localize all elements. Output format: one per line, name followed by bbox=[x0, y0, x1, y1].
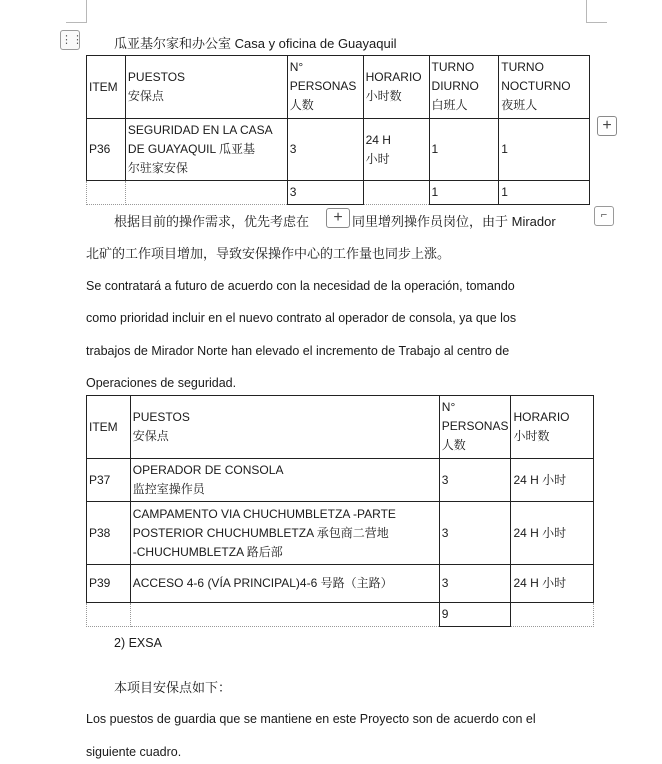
paragraph-es-line1: Se contratará a futuro de acuerdo con la necesidad de la operación, tomando bbox=[86, 279, 515, 293]
table2-cell-personas: 3 bbox=[439, 502, 511, 565]
table2-cell-puesto: OPERADOR DE CONSOLA 监控室操作员 bbox=[130, 459, 439, 502]
table-guayaquil bbox=[86, 55, 590, 205]
table-puestos-mirador bbox=[86, 395, 594, 627]
table1-cell-diurno: 1 bbox=[429, 119, 499, 181]
add-row-plus-icon[interactable]: + bbox=[326, 208, 350, 228]
table2-header-horario: HORARIO 小时数 bbox=[511, 396, 594, 459]
table-row bbox=[87, 119, 590, 181]
table2-cell-item: P38 bbox=[87, 502, 131, 565]
table1-header-horario: HORARIO 小时数 bbox=[363, 56, 429, 119]
table2-cell-puesto: ACCESO 4-6 (VÍA PRINCIPAL)4-6 号路（主路） bbox=[130, 565, 439, 603]
table1-header-diurno: TURNO DIURNO 白班人 bbox=[429, 56, 499, 119]
table1-total-diurno: 1 bbox=[429, 181, 499, 205]
table2-header-personas: N° PERSONAS 人数 bbox=[439, 396, 511, 459]
table-row bbox=[87, 502, 594, 565]
table-row bbox=[87, 565, 594, 603]
table-move-handle-icon[interactable]: ⋮⋮ bbox=[60, 30, 80, 50]
table2-total-empty bbox=[511, 603, 594, 627]
table1-cell-nocturno: 1 bbox=[499, 119, 590, 181]
add-column-plus-icon[interactable]: + bbox=[597, 116, 617, 136]
table1-total-nocturno: 1 bbox=[499, 181, 590, 205]
table2-cell-personas: 3 bbox=[439, 459, 511, 502]
paragraph-cn-puestos: 本项目安保点如下： bbox=[114, 680, 232, 695]
table2-header-puestos: PUESTOS 安保点 bbox=[130, 396, 439, 459]
table1-cell-puesto: SEGURIDAD EN LA CASA DE GUAYAQUIL 瓜亚基 尔驻家安保 bbox=[125, 119, 287, 181]
table2-cell-horario: 24 H 小时 bbox=[511, 459, 594, 502]
table1-header-item: ITEM bbox=[87, 56, 126, 119]
table2-header-item: ITEM bbox=[87, 396, 131, 459]
table1-total-empty bbox=[87, 181, 126, 205]
table1-cell-item: P36 bbox=[87, 119, 126, 181]
paragraph-es-line4: Operaciones de seguridad. bbox=[86, 376, 237, 390]
table2-total-empty bbox=[130, 603, 439, 627]
heading-guayaquil: 瓜亚基尔家和办公室 Casa y oficina de Guayaquil bbox=[114, 36, 397, 51]
paragraph-es-line2: como prioridad incluir en el nuevo contrato al operador de consola, ya que los bbox=[86, 311, 517, 325]
table2-cell-item: P37 bbox=[87, 459, 131, 502]
paragraph-es2-line2: siguiente cuadro. bbox=[86, 745, 182, 759]
table-resize-icon[interactable]: ⌐ bbox=[594, 206, 614, 226]
table2-cell-personas: 3 bbox=[439, 565, 511, 603]
table2-total-row bbox=[87, 603, 594, 627]
table1-header-personas: N° PERSONAS 人数 bbox=[287, 56, 363, 119]
table2-cell-puesto: CAMPAMENTO VIA CHUCHUMBLETZA -PARTE POSTERIOR CHUCHUMBLETZA 承包商二营地 -CHUCHUMBLETZA 路后部 bbox=[130, 502, 439, 565]
table-row bbox=[87, 459, 594, 502]
table1-total-row bbox=[87, 181, 590, 205]
paragraph-es2-line1: Los puestos de guardia que se mantiene en este Proyecto son de acuerdo con el bbox=[86, 712, 536, 726]
table1-cell-personas: 3 bbox=[287, 119, 363, 181]
table2-total-personas: 9 bbox=[439, 603, 511, 627]
table1-total-personas: 3 bbox=[287, 181, 363, 205]
paragraph-cn-line2: 北矿的工作项目增加，导致安保操作中心的工作量也同步上涨。 bbox=[86, 246, 451, 261]
table1-header-row bbox=[87, 56, 590, 119]
table1-cell-horario: 24 H 小时 bbox=[363, 119, 429, 181]
paragraph-cn-line1-a: 根据目前的操作需求，优先考虑在 bbox=[114, 214, 310, 229]
table2-cell-item: P39 bbox=[87, 565, 131, 603]
table1-total-empty bbox=[125, 181, 287, 205]
table1-total-empty bbox=[363, 181, 429, 205]
table2-cell-horario: 24 H 小时 bbox=[511, 502, 594, 565]
list-item-exsa: 2) EXSA bbox=[114, 636, 162, 650]
paragraph-es-line3: trabajos de Mirador Norte han elevado el incremento de Trabajo al centro de bbox=[86, 344, 510, 358]
paragraph-cn-line1-b: 同里增列操作员岗位，由于 Mirador bbox=[352, 214, 556, 229]
page-corner-top-right bbox=[586, 0, 607, 23]
table2-cell-horario: 24 H 小时 bbox=[511, 565, 594, 603]
table1-header-nocturno: TURNO NOCTURNO 夜班人 bbox=[499, 56, 590, 119]
page-corner-top-left bbox=[66, 0, 87, 23]
table2-total-empty bbox=[87, 603, 131, 627]
table1-header-puestos: PUESTOS 安保点 bbox=[125, 56, 287, 119]
table2-header-row bbox=[87, 396, 594, 459]
